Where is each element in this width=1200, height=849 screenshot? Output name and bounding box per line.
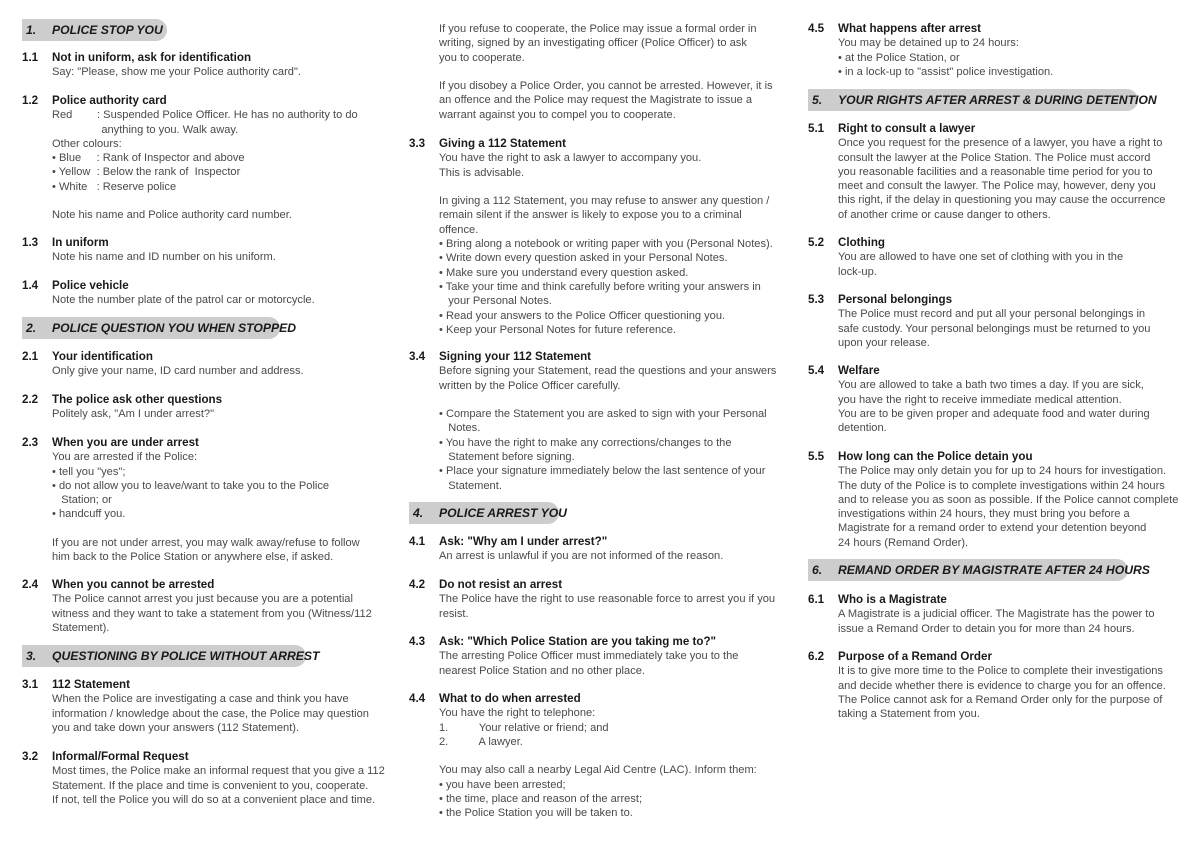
subsection-5-3 xyxy=(808,293,1180,350)
text-line xyxy=(439,65,781,79)
text-line: meet and consult the lawyer. The Police may, however, deny you xyxy=(838,180,1156,193)
text-line: The Police may only detain you for up to 24 hours for investigation. xyxy=(838,465,1167,478)
subsection-title: The police ask other questions xyxy=(52,393,223,406)
section-header-questioning-by-police-without-arrest xyxy=(22,645,320,667)
subsection-number: 2.3 xyxy=(22,436,39,449)
section-header-police-stop-you xyxy=(22,19,167,41)
text-line: • White : Reserve police xyxy=(52,180,177,193)
subsection-title: Welfare xyxy=(838,364,880,377)
text-line: remain silent if the answer is likely to expose you to a criminal xyxy=(439,209,742,222)
text-line: Before signing your Statement, read the questions and your answers xyxy=(439,365,777,378)
text-block xyxy=(409,22,781,122)
text-line: Statement. xyxy=(439,479,502,492)
body-text xyxy=(409,151,781,337)
text-line: Most times, the Police make an informal request that you give a 112 xyxy=(52,765,385,778)
body-text xyxy=(808,664,1180,721)
subsection-heading xyxy=(808,236,1180,250)
body-text xyxy=(409,649,781,678)
subsection-title: Right to consult a lawyer xyxy=(838,122,976,135)
text-line: • Write down every question asked in your Personal Notes. xyxy=(439,252,728,265)
text-line: • handcuff you. xyxy=(52,508,126,521)
text-line: • the time, place and reason of the arrest; xyxy=(439,793,643,806)
text-line: • Bring along a notebook or writing paper with you (Personal Notes). xyxy=(439,238,773,251)
subsection-heading xyxy=(808,650,1180,664)
section-number: 1. xyxy=(26,23,37,37)
subsection-1-3 xyxy=(22,236,392,265)
subsection-heading xyxy=(22,94,392,108)
subsection-number: 5.4 xyxy=(808,364,825,377)
body-text xyxy=(409,706,781,820)
text-line: The Police have the right to use reasonable force to arrest you if you xyxy=(439,593,776,606)
section-title: POLICE QUESTION YOU WHEN STOPPED xyxy=(52,321,297,335)
text-line: The duty of the Police is to complete investigations within 24 hours xyxy=(838,479,1165,492)
text-line: Note his name and ID number on his uniform. xyxy=(52,251,276,264)
text-line: Statement. If the place and time is convenient to you, cooperate. xyxy=(52,779,369,792)
body-text xyxy=(808,464,1180,550)
section-title: REMAND ORDER BY MAGISTRATE AFTER 24 HOURS xyxy=(838,563,1150,577)
text-line: Once you request for the presence of a lawyer, you have a right to xyxy=(838,137,1163,150)
text-line: offence. xyxy=(439,223,479,236)
subsection-number: 3.1 xyxy=(22,678,39,691)
text-line: When the Police are investigating a case and think you have xyxy=(52,693,349,706)
subsection-title: Purpose of a Remand Order xyxy=(838,650,992,663)
subsection-number: 2.2 xyxy=(22,393,39,406)
subsection-1-2 xyxy=(22,94,392,223)
subsection-heading xyxy=(409,635,781,649)
text-line: • Blue : Rank of Inspector and above xyxy=(52,152,245,165)
section-title: POLICE STOP YOU xyxy=(52,23,163,37)
body-text xyxy=(409,364,781,493)
text-line: This is advisable. xyxy=(439,166,525,179)
subsection-3-1 xyxy=(22,678,392,735)
text-line: • Compare the Statement you are asked to sign with your Personal xyxy=(439,408,767,421)
section-header-police-arrest-you xyxy=(409,502,567,524)
text-line: information / knowledge about the case, the Police may question xyxy=(52,707,369,720)
subsection-2-1 xyxy=(22,350,392,379)
subsection-6-2 xyxy=(808,650,1180,721)
subsection-heading xyxy=(22,678,392,692)
subsection-number: 1.3 xyxy=(22,236,39,249)
text-line: • Take your time and think carefully before writing your answers in xyxy=(439,280,761,293)
text-line xyxy=(439,749,781,763)
text-line: You may be detained up to 24 hours: xyxy=(838,37,1019,50)
subsection-heading xyxy=(409,692,781,706)
subsection-number: 2.1 xyxy=(22,350,39,363)
text-line: If you refuse to cooperate, the Police may issue a formal order in xyxy=(439,23,757,35)
text-line: The Police cannot ask for a Remand Order only for the purpose of xyxy=(838,693,1163,706)
text-line xyxy=(439,393,781,407)
subsection-number: 4.1 xyxy=(409,535,426,548)
subsection-2-2 xyxy=(22,393,392,422)
body-text xyxy=(22,250,392,264)
text-line: Notes. xyxy=(439,422,481,435)
subsection-number: 4.3 xyxy=(409,635,426,648)
text-line: you reasonable facilities and a reasonable time period for you to xyxy=(838,165,1153,178)
text-line: An arrest is unlawful if you are not informed of the reason. xyxy=(439,550,724,563)
body-text xyxy=(409,592,781,621)
subsection-heading xyxy=(409,137,781,151)
text-line: anything to you. Walk away. xyxy=(52,123,239,136)
section-header-your-rights-after-arrest-during-detention xyxy=(808,89,1157,111)
subsection-4-1 xyxy=(409,535,781,564)
body-text xyxy=(22,407,392,421)
body-text xyxy=(22,592,392,635)
text-line: you have the right to receive immediate medical attention. xyxy=(838,393,1122,406)
text-line: resist. xyxy=(439,607,469,620)
body-text xyxy=(22,293,392,307)
section-header-remand-order-by-magistrate-after-24-hours xyxy=(808,559,1150,581)
subsection-heading xyxy=(808,593,1180,607)
body-text xyxy=(22,692,392,735)
section-number: 4. xyxy=(413,506,424,520)
subsection-3-4 xyxy=(409,350,781,493)
subsection-heading xyxy=(22,51,392,65)
subsection-heading xyxy=(808,364,1180,378)
body-text xyxy=(409,549,781,563)
text-line: Other colours: xyxy=(52,137,122,150)
subsection-number: 1.2 xyxy=(22,94,39,107)
text-line: The Police cannot arrest you just because you are a potential xyxy=(52,593,353,606)
body-text xyxy=(808,378,1180,435)
subsection-title: In uniform xyxy=(52,236,109,249)
text-line: 24 hours (Remand Order). xyxy=(838,536,969,549)
text-line xyxy=(52,522,392,536)
subsection-heading xyxy=(22,393,392,407)
text-line: If you disobey a Police Order, you cannot be arrested. However, it is xyxy=(439,80,773,93)
subsection-4-5 xyxy=(808,22,1180,79)
text-line: • Read your answers to the Police Officer questioning you. xyxy=(439,309,726,322)
text-line: Statement). xyxy=(52,621,110,634)
text-line: Say: "Please, show me your Police authority card". xyxy=(52,66,301,79)
subsection-title: Police vehicle xyxy=(52,279,129,292)
subsection-title: Personal belongings xyxy=(838,293,953,306)
subsection-title: Who is a Magistrate xyxy=(838,593,947,606)
text-line: • you have been arrested; xyxy=(439,778,566,791)
text-line: Station; or xyxy=(52,494,112,507)
subsection-heading xyxy=(409,350,781,364)
subsection-4-3 xyxy=(409,635,781,678)
subsection-2-3 xyxy=(22,436,392,565)
subsection-number: 6.1 xyxy=(808,593,825,606)
subsection-number: 5.3 xyxy=(808,293,825,306)
text-line: It is to give more time to the Police to complete their investigations xyxy=(838,665,1163,678)
text-line: written by the Police Officer carefully. xyxy=(439,379,621,392)
subsection-3-2 xyxy=(22,750,392,807)
text-line: Statement before signing. xyxy=(439,451,575,464)
text-line: you and take down your answers (112 Statement). xyxy=(52,721,300,734)
subsection-number: 4.5 xyxy=(808,22,825,35)
text-line: • Make sure you understand every question asked. xyxy=(439,266,689,279)
subsection-number: 2.4 xyxy=(22,578,39,591)
subsection-number: 3.3 xyxy=(409,137,426,150)
body-text xyxy=(409,22,781,122)
subsection-number: 4.4 xyxy=(409,692,426,705)
text-line: You have the right to ask a lawyer to accompany you. xyxy=(439,152,702,165)
text-line: You are to be given proper and adequate food and water during xyxy=(838,407,1150,420)
subsection-heading xyxy=(409,535,781,549)
text-line: • the Police Station you will be taken to. xyxy=(439,807,633,820)
subsection-number: 3.2 xyxy=(22,750,39,763)
subsection-title: Giving a 112 Statement xyxy=(439,137,566,150)
section-number: 6. xyxy=(812,563,823,577)
subsection-heading xyxy=(808,22,1180,36)
subsection-heading xyxy=(22,750,392,764)
text-line: writing, signed by an investigating officer (Police Officer) to ask xyxy=(439,37,747,50)
text-line: In giving a 112 Statement, you may refuse to answer any question / xyxy=(439,195,770,208)
body-text xyxy=(808,607,1180,636)
subsection-title: Your identification xyxy=(52,350,153,363)
body-text xyxy=(22,450,392,564)
text-line: lock-up. xyxy=(838,265,877,278)
text-line: nearest Police Station and no other place. xyxy=(439,664,645,677)
subsection-heading xyxy=(409,578,781,592)
text-line: • Place your signature immediately below the last sentence of your xyxy=(439,465,766,478)
subsection-title: Signing your 112 Statement xyxy=(439,350,592,363)
text-line: 2. A lawyer. xyxy=(439,735,523,748)
text-line: You may also call a nearby Legal Aid Centre (LAC). Inform them: xyxy=(439,764,757,777)
text-line: • tell you "yes"; xyxy=(52,465,126,478)
subsection-1-1 xyxy=(22,51,392,80)
text-line: Red : Suspended Police Officer. He has no authority to do xyxy=(52,109,358,122)
subsection-title: Informal/Formal Request xyxy=(52,750,189,763)
text-line: consult the lawyer at the Police Station. The Police must accord xyxy=(838,151,1151,164)
text-line: • Keep your Personal Notes for future reference. xyxy=(439,323,676,336)
text-line: 1. Your relative or friend; and xyxy=(439,721,609,734)
subsection-title: How long can the Police detain you xyxy=(838,450,1033,463)
subsection-number: 5.5 xyxy=(808,450,825,463)
text-line: detention. xyxy=(838,422,887,435)
section-number: 2. xyxy=(26,321,37,335)
subsection-number: 6.2 xyxy=(808,650,825,663)
text-line: an offence and the Police may request the Magistrate to issue a xyxy=(439,94,753,107)
text-line: • Yellow : Below the rank of Inspector xyxy=(52,166,241,179)
text-line: Note his name and Police authority card number. xyxy=(52,209,292,222)
section-title: POLICE ARREST YOU xyxy=(439,506,567,520)
subsection-title: 112 Statement xyxy=(52,678,130,691)
text-line: this right, if the delay in questioning you may cause the occurrence xyxy=(838,194,1166,207)
text-line: The arresting Police Officer must immediately take you to the xyxy=(439,650,739,663)
text-line: You have the right to telephone: xyxy=(439,707,596,720)
text-line: Magistrate for a remand order to extend your detention beyond xyxy=(838,522,1147,535)
text-line: • do not allow you to leave/want to take you to the Police xyxy=(52,479,330,492)
text-line: safe custody. Your personal belongings must be returned to you xyxy=(838,322,1151,335)
text-line: If not, tell the Police you will do so at a convenient place and time. xyxy=(52,793,376,806)
text-line: you to cooperate. xyxy=(439,51,525,64)
subsection-number: 3.4 xyxy=(409,350,426,363)
subsection-4-4 xyxy=(409,692,781,821)
text-line: Politely ask, "Am I under arrest?" xyxy=(52,408,215,421)
text-line: warrant against you to compel you to cooperate. xyxy=(439,108,676,121)
text-line: upon your release. xyxy=(838,336,930,349)
subsection-heading xyxy=(22,279,392,293)
text-line: • You have the right to make any corrections/changes to the xyxy=(439,436,732,449)
body-text xyxy=(22,764,392,807)
subsection-title: Not in uniform, ask for identification xyxy=(52,51,252,64)
subsection-5-2 xyxy=(808,236,1180,279)
subsection-title: Ask: "Why am I under arrest?" xyxy=(439,535,608,548)
subsection-heading xyxy=(808,450,1180,464)
text-line xyxy=(439,180,781,194)
section-title: YOUR RIGHTS AFTER ARREST & DURING DETENTION xyxy=(838,93,1157,107)
subsection-heading xyxy=(22,436,392,450)
subsection-heading xyxy=(22,236,392,250)
text-line: • in a lock-up to "assist" police investigation. xyxy=(838,65,1054,78)
text-line: • at the Police Station, or xyxy=(838,51,960,64)
subsection-heading xyxy=(22,350,392,364)
text-line: issue a Remand Order to detain you for more than 24 hours. xyxy=(838,622,1135,635)
subsection-title: What to do when arrested xyxy=(439,692,581,705)
subsection-heading xyxy=(808,293,1180,307)
subsection-title: When you cannot be arrested xyxy=(52,578,215,591)
text-line: and to release you as soon as possible. If the Police cannot complete xyxy=(838,493,1179,506)
text-line: You are arrested if the Police: xyxy=(52,451,198,464)
section-number: 5. xyxy=(812,93,823,107)
subsection-title: Clothing xyxy=(838,236,886,249)
subsection-2-4 xyxy=(22,578,392,635)
body-text xyxy=(22,108,392,222)
subsection-1-4 xyxy=(22,279,392,308)
text-line: Only give your name, ID card number and address. xyxy=(52,365,304,378)
subsection-6-1 xyxy=(808,593,1180,636)
subsection-5-5 xyxy=(808,450,1180,550)
subsection-5-1 xyxy=(808,122,1180,222)
body-text xyxy=(808,36,1180,79)
body-text xyxy=(808,307,1180,350)
text-line: and decide whether there is evidence to charge you for an offence. xyxy=(838,679,1166,692)
text-line: The Police must record and put all your personal belongings in xyxy=(838,308,1146,321)
subsection-number: 5.2 xyxy=(808,236,825,249)
body-text xyxy=(22,65,392,79)
subsection-title: What happens after arrest xyxy=(838,22,982,35)
subsection-3-3 xyxy=(409,137,781,337)
subsection-number: 4.2 xyxy=(409,578,426,591)
body-text xyxy=(22,364,392,378)
subsection-title: Police authority card xyxy=(52,94,167,107)
text-line: your Personal Notes. xyxy=(439,295,552,308)
subsection-heading xyxy=(808,122,1180,136)
text-line: investigations within 24 hours, they must bring you before a xyxy=(838,508,1130,521)
subsection-number: 1.1 xyxy=(22,51,39,64)
text-line: A Magistrate is a judicial officer. The Magistrate has the power to xyxy=(838,608,1155,621)
text-line: You are allowed to have one set of clothing with you in the xyxy=(838,251,1124,264)
text-line: If you are not under arrest, you may walk away/refuse to follow xyxy=(52,537,360,550)
subsection-heading xyxy=(22,578,392,592)
subsection-title: When you are under arrest xyxy=(52,436,199,449)
body-text xyxy=(808,136,1180,222)
text-line: taking a Statement from you. xyxy=(838,708,980,721)
subsection-number: 1.4 xyxy=(22,279,39,292)
text-line: You are allowed to take a bath two times a day. If you are sick, xyxy=(838,379,1144,392)
body-text xyxy=(808,250,1180,279)
text-line: Note the number plate of the patrol car or motorcycle. xyxy=(52,294,315,307)
section-header-police-question-you-when-stopped xyxy=(22,317,297,339)
text-line: of another crime or cause danger to others. xyxy=(838,208,1051,221)
subsection-5-4 xyxy=(808,364,1180,435)
text-line xyxy=(52,194,392,208)
text-line: witness and they want to take a statement from you (Witness/112 xyxy=(52,607,372,620)
subsection-title: Do not resist an arrest xyxy=(439,578,563,591)
subsection-number: 5.1 xyxy=(808,122,825,135)
text-line: him back to the Police Station or anywhere else, if asked. xyxy=(52,551,334,564)
subsection-4-2 xyxy=(409,578,781,621)
section-title: QUESTIONING BY POLICE WITHOUT ARREST xyxy=(52,649,320,663)
subsection-title: Ask: "Which Police Station are you taking me to?" xyxy=(439,635,717,648)
section-number: 3. xyxy=(26,649,37,663)
